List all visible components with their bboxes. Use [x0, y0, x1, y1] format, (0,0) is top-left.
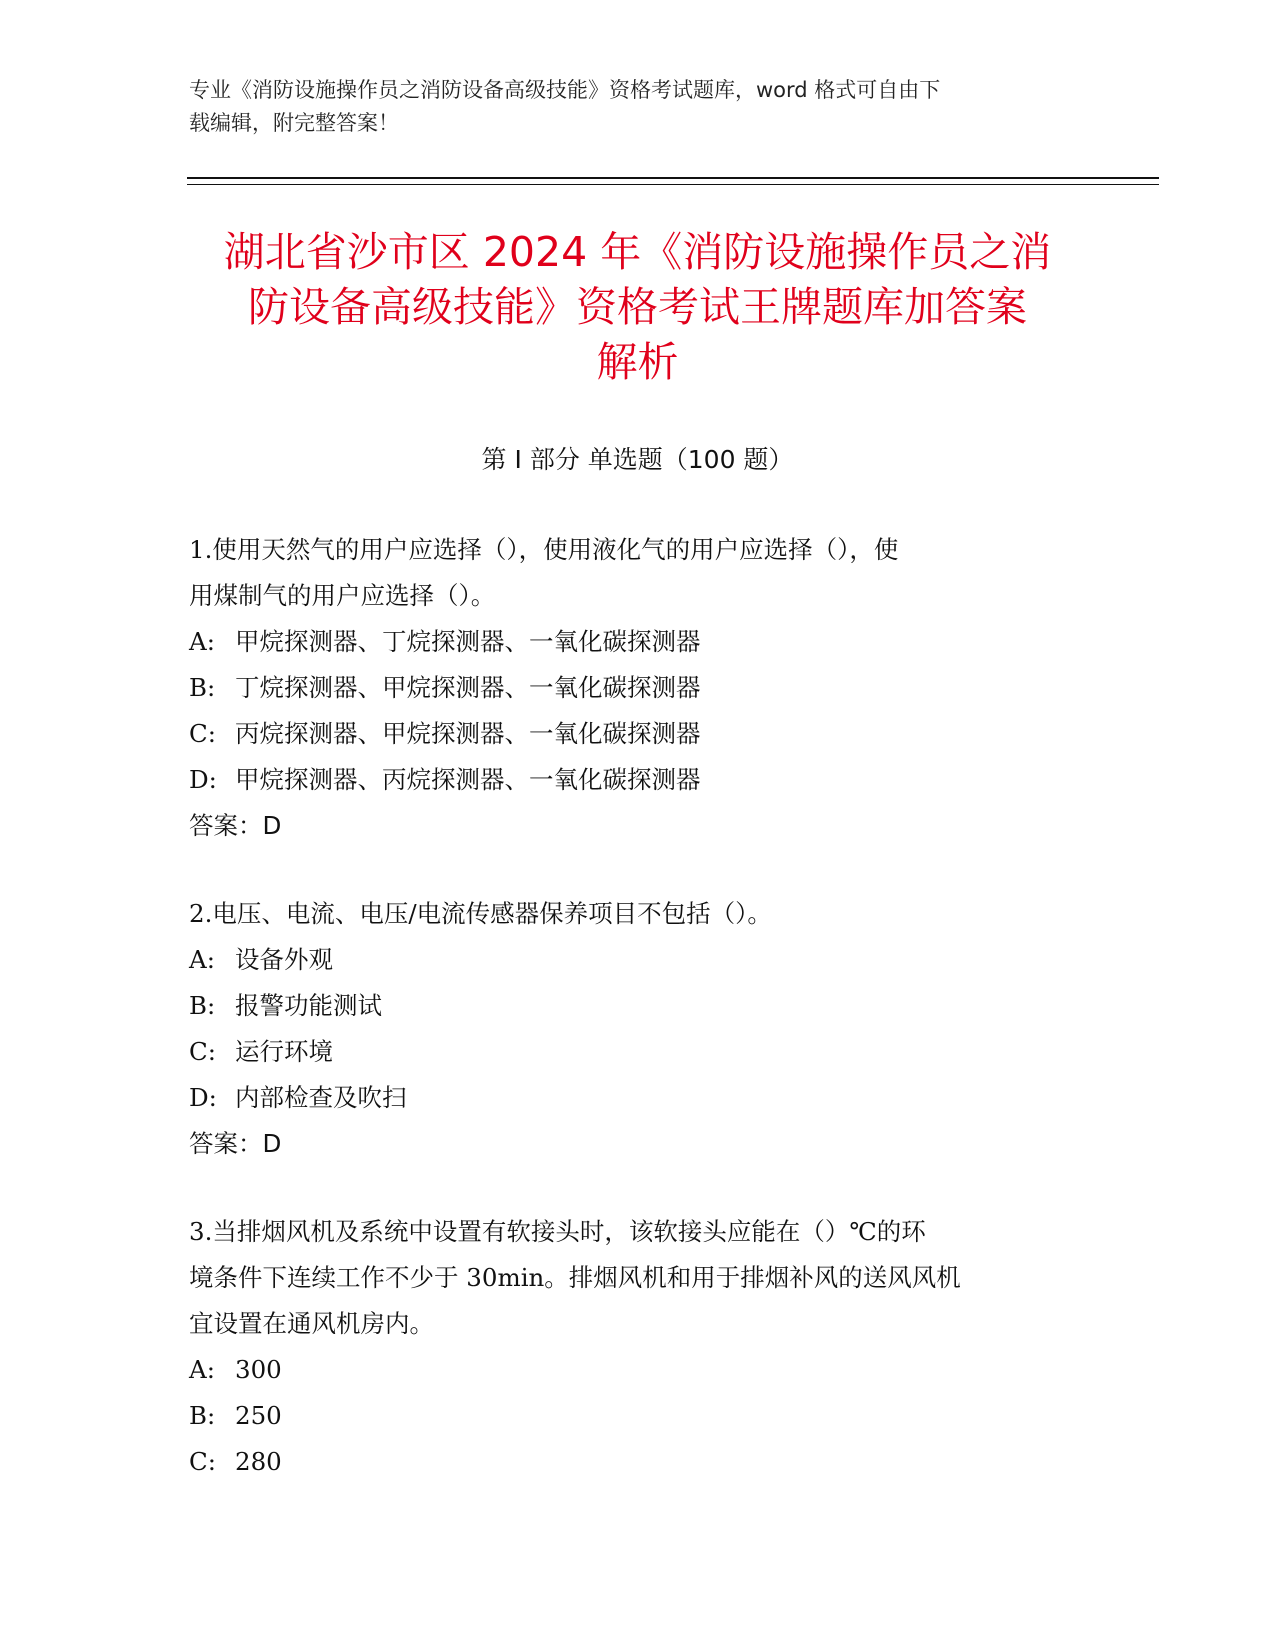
document-title — [180, 225, 1095, 390]
title-line: 湖北省沙市区 2024 年《消防设施操作员之消 — [223, 228, 1052, 276]
option-text: 丙烷探测器、甲烷探测器、一氧化碳探测器 — [235, 719, 701, 748]
option-key: B: — [189, 1401, 216, 1430]
option-text: 报警功能测试 — [235, 991, 382, 1020]
option-key: A: — [189, 945, 215, 974]
option-key: B: — [189, 673, 216, 702]
option-a — [189, 619, 1089, 665]
header-note — [189, 74, 1069, 140]
question-text-line: 用煤制气的用户应选择（）。 — [189, 581, 496, 610]
option-key: D: — [189, 765, 217, 794]
header-divider-thick — [187, 177, 1159, 179]
header-note-line: 载编辑，附完整答案！ — [189, 111, 399, 135]
option-c — [189, 1029, 1089, 1075]
answer: 答案：D — [189, 811, 282, 840]
option-text: 甲烷探测器、丁烷探测器、一氧化碳探测器 — [235, 627, 701, 656]
header-divider-thin — [187, 184, 1159, 185]
option-a — [189, 937, 1089, 983]
option-text: 300 — [235, 1355, 282, 1384]
question-text-line: 1.使用天然气的用户应选择（），使用液化气的用户应选择（），使 — [189, 535, 899, 564]
question-text-line: 3.当排烟风机及系统中设置有软接头时，该软接头应能在（）℃的环 — [189, 1217, 926, 1246]
option-c — [189, 1439, 1089, 1485]
title-line: 防设备高级技能》资格考试王牌题库加答案 — [248, 283, 1027, 331]
question-list — [189, 527, 1089, 1527]
question-text-line: 宜设置在通风机房内。 — [189, 1309, 434, 1338]
header-note-line: 专业《消防设施操作员之消防设备高级技能》资格考试题库，word 格式可自由下 — [189, 78, 941, 102]
answer: 答案：D — [189, 1129, 282, 1158]
question-text-line: 2.电压、电流、电压/电流传感器保养项目不包括（）。 — [189, 899, 772, 928]
option-b — [189, 665, 1089, 711]
section-title: 第 I 部分 单选题（100 题） — [481, 445, 794, 474]
option-key: C: — [189, 1037, 217, 1066]
option-d — [189, 1075, 1089, 1121]
question-1 — [189, 527, 1089, 849]
option-text: 280 — [235, 1447, 282, 1476]
option-b — [189, 1393, 1089, 1439]
option-d — [189, 757, 1089, 803]
option-text: 设备外观 — [235, 945, 333, 974]
option-key: C: — [189, 719, 217, 748]
option-key: D: — [189, 1083, 217, 1112]
option-key: C: — [189, 1447, 217, 1476]
option-key: A: — [189, 1355, 215, 1384]
option-text: 运行环境 — [235, 1037, 333, 1066]
option-text: 丁烷探测器、甲烷探测器、一氧化碳探测器 — [235, 673, 701, 702]
option-c — [189, 711, 1089, 757]
question-3 — [189, 1209, 1089, 1485]
option-key: B: — [189, 991, 216, 1020]
option-text: 内部检查及吹扫 — [235, 1083, 407, 1112]
option-text: 250 — [235, 1401, 282, 1430]
title-line: 解析 — [596, 338, 679, 386]
option-b — [189, 983, 1089, 1029]
question-2 — [189, 891, 1089, 1167]
question-text-line: 境条件下连续工作不少于 30min。排烟风机和用于排烟补风的送风风机 — [189, 1263, 961, 1292]
option-text: 甲烷探测器、丙烷探测器、一氧化碳探测器 — [235, 765, 701, 794]
option-a — [189, 1347, 1089, 1393]
option-key: A: — [189, 627, 215, 656]
